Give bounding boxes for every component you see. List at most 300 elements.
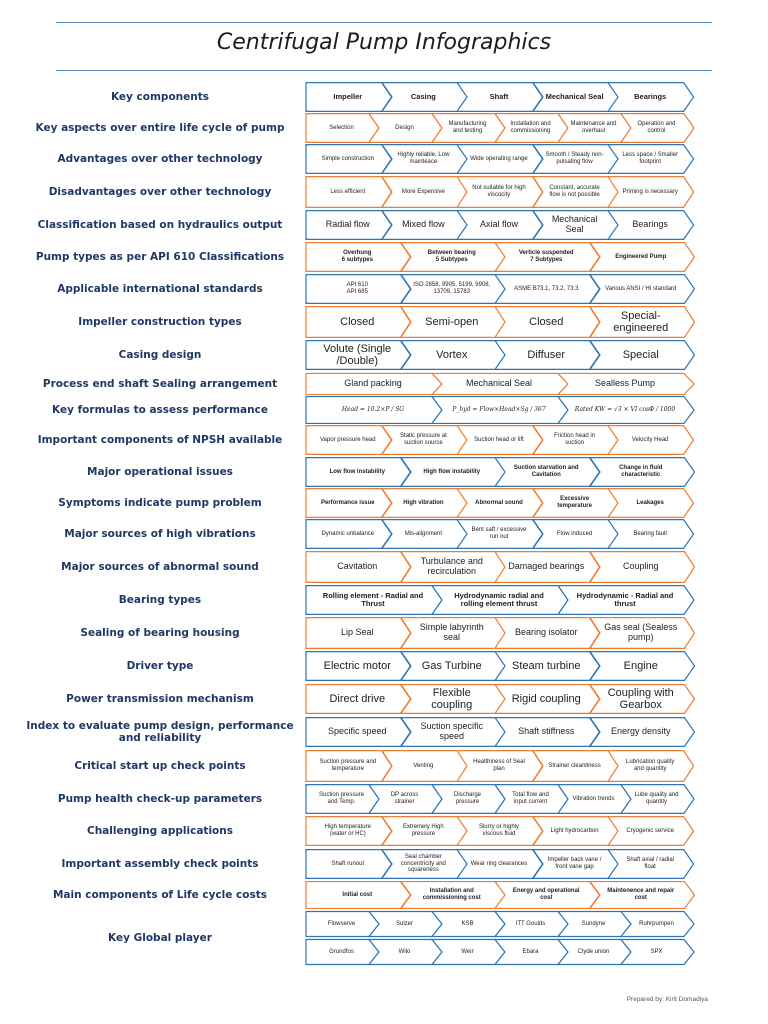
chevron-strip — [306, 242, 694, 272]
chevron-cell — [558, 585, 694, 615]
chevron-cell — [495, 242, 600, 272]
chevron-text: Shaft stiffness — [518, 726, 575, 737]
top-rule — [56, 22, 712, 23]
chevron-text: Coupling — [622, 561, 659, 572]
chevron-text: Shaft axial / radial float — [626, 857, 675, 870]
chevron-text: Less space / Smaller footprint — [622, 152, 679, 165]
chevron-cell — [590, 274, 695, 304]
chevron-text: Axial flow — [479, 219, 518, 230]
chevron-cell — [432, 396, 568, 424]
row-label: Bearing types — [118, 593, 202, 606]
chevron-text: Low flow instability — [329, 468, 385, 475]
chevron-text: Electric motor — [323, 659, 391, 672]
chevron-cell — [401, 242, 506, 272]
chevron-text: Turbulance and recirculation — [420, 556, 483, 576]
chevron-text: Flowserve — [327, 920, 356, 927]
chevron-cell — [533, 425, 619, 455]
chevron-strip — [306, 617, 694, 649]
chevron-text: Total flow and input current — [512, 792, 549, 805]
chevron-text: ASME B73.1, 73.2, 73.3 — [514, 285, 579, 292]
chevron-cell — [533, 519, 619, 549]
chevron-text: Head = 10.2×P / SG — [341, 405, 405, 413]
chevron-cell — [401, 617, 506, 649]
chevron-cell — [457, 519, 543, 549]
chevron-cell — [401, 717, 506, 747]
chevron-cell — [306, 210, 392, 240]
row-label: Critical start up check points — [74, 759, 246, 772]
row-label: Disadvantages over other technology — [48, 185, 272, 198]
chevron-strip — [306, 425, 694, 455]
chevron-cell — [382, 82, 468, 112]
chevron-cell — [382, 816, 468, 846]
chevron-strip — [306, 717, 694, 747]
chevron-text: Grundfos — [329, 948, 354, 955]
chevron-text: Bearings — [632, 219, 668, 230]
chevron-text: Highly reliable, Low mainteace — [397, 152, 450, 165]
chevron-text: Change in fluid characteristic — [619, 465, 663, 478]
chevron-text: P_hyd = Flow×Head×Sg / 367 — [452, 405, 546, 413]
chevron-text: Engine — [623, 659, 658, 672]
info-row — [0, 816, 768, 846]
chevron-cell — [590, 340, 695, 370]
chevron-cell — [457, 750, 543, 782]
row-label: Index to evaluate pump design, performance and reliability — [26, 719, 294, 744]
chevron-text: Simple construction — [321, 155, 374, 162]
chevron-cell — [306, 396, 442, 424]
info-row — [0, 617, 768, 649]
chevron-strip — [306, 881, 694, 909]
info-row — [0, 519, 768, 549]
info-row — [0, 396, 768, 424]
chevron-cell — [401, 340, 506, 370]
chevron-text: High vibration — [403, 499, 444, 506]
chevron-text: Installation and commissioning — [510, 121, 551, 134]
info-row — [0, 306, 768, 338]
chevron-text: Diffuser — [527, 348, 566, 361]
row-label: Main components of Life cycle costs — [52, 888, 268, 901]
chevron-text: Hydrodynamic radial and rolling element thrust — [454, 590, 544, 608]
chevron-text: Various ANSI / HI standard — [605, 285, 677, 292]
chevron-cell — [306, 849, 392, 879]
chevron-cell — [608, 816, 694, 846]
chevron-cell — [457, 144, 543, 174]
chevron-text: Bent saft / excessive run out — [471, 527, 527, 540]
chevron-cell — [621, 784, 694, 814]
chevron-text: Mechanical Seal — [465, 378, 533, 389]
chevron-cell — [590, 242, 695, 272]
chevron-text: SPX — [650, 948, 663, 955]
chevron-cell — [457, 849, 543, 879]
chevron-strip — [306, 651, 694, 681]
chevron-text: Engineered Pump — [615, 253, 667, 260]
chevron-text: Smooth / Steady non-pulsating flow — [545, 152, 604, 165]
chevron-text: Light hydrocarbon — [550, 827, 599, 834]
chevron-text: Suction starvation and Cavitation — [513, 465, 579, 478]
info-row — [0, 784, 768, 814]
chevron-text: Radial flow — [325, 219, 370, 230]
chevron-strip — [306, 373, 694, 395]
chevron-text: Steam turbine — [512, 659, 581, 672]
row-label: Advantages over other technology — [57, 152, 263, 165]
chevron-cell — [306, 340, 411, 370]
info-row — [0, 750, 768, 782]
chevron-cell — [401, 551, 506, 583]
chevron-cell — [495, 881, 600, 909]
chevron-text: Wilo — [398, 948, 411, 955]
chevron-text: Shaft runout — [331, 860, 365, 867]
chevron-cell — [457, 176, 543, 208]
chevron-text: Mixed flow — [402, 219, 445, 230]
chevron-text: Wear ring clearances — [470, 860, 528, 867]
chevron-text: Extremely High pressure — [403, 824, 444, 837]
row-label: Challenging applications — [86, 824, 233, 837]
chevron-text: Performance issue — [320, 499, 375, 506]
chevron-cell — [382, 210, 468, 240]
row-label: Pump health check-up parameters — [57, 792, 263, 805]
chevron-text: Maintenence and repair cost — [607, 888, 675, 901]
chevron-text: Flexible coupling — [431, 686, 473, 711]
chevron-cell — [306, 651, 411, 681]
chevron-cell — [495, 684, 600, 714]
info-row — [0, 242, 768, 272]
info-row — [0, 210, 768, 240]
chevron-cell — [306, 144, 392, 174]
row-label: Major operational issues — [87, 465, 233, 478]
row-label: Important components of NPSH available — [37, 433, 283, 446]
chevron-cell — [457, 210, 543, 240]
page-title: Centrifugal Pump Infographics — [216, 30, 552, 55]
info-row — [0, 717, 768, 747]
row-label: Applicable international standards — [57, 282, 263, 295]
chevron-cell — [495, 551, 600, 583]
chevron-cell — [306, 617, 411, 649]
chevron-strip — [306, 849, 694, 879]
chevron-cell — [533, 176, 619, 208]
chevron-cell — [306, 82, 392, 112]
row-label: Major sources of abnormal sound — [61, 560, 259, 573]
chevron-text: API 610 API 685 — [346, 282, 368, 295]
chevron-cell — [306, 306, 411, 338]
chevron-cell — [306, 176, 392, 208]
chevron-text: Flow induced — [556, 530, 593, 537]
chevron-strip — [306, 144, 694, 174]
chevron-text: ISO 2858, 9905, 5199, 9908, 13709, 15783 — [413, 282, 491, 295]
info-row — [0, 651, 768, 681]
chevron-cell — [306, 457, 411, 487]
info-row — [0, 340, 768, 370]
chevron-cell — [306, 717, 411, 747]
chevron-cell — [533, 488, 619, 518]
chevron-cell — [382, 425, 468, 455]
footer-credit: Prepared by: Kirit Domadiya — [626, 996, 708, 1003]
chevron-cell — [401, 651, 506, 681]
chevron-text: Vibration trends — [572, 795, 615, 802]
info-row — [0, 881, 768, 909]
chevron-strip — [306, 519, 694, 549]
chevron-cell — [457, 488, 543, 518]
chevron-text: Gas Turbine — [421, 659, 482, 672]
chevron-strip — [306, 939, 694, 965]
chevron-text: Lube quality and quantity — [634, 792, 679, 805]
chevron-cell — [306, 488, 392, 518]
chevron-cell — [457, 816, 543, 846]
chevron-strip — [306, 210, 694, 240]
chevron-cell — [621, 939, 694, 965]
chevron-text: Cavitation — [337, 561, 378, 572]
chevron-text: More Expensive — [401, 188, 445, 195]
chevron-text: Venting — [413, 762, 434, 769]
chevron-text: Specific speed — [327, 726, 387, 737]
chevron-text: Rolling element - Radial and Thrust — [322, 590, 424, 608]
chevron-cell — [306, 585, 442, 615]
chevron-text: Shaft — [489, 91, 509, 101]
chevron-cell — [306, 816, 392, 846]
chevron-text: Damaged bearings — [508, 561, 585, 572]
chevron-cell — [608, 519, 694, 549]
chevron-text: Volute (Single /Double) — [323, 342, 392, 367]
chevron-cell — [590, 684, 695, 714]
chevron-cell — [382, 488, 468, 518]
chevron-cell — [306, 551, 411, 583]
chevron-text: Semi-open — [425, 315, 479, 328]
row-label: Important assembly check points — [61, 857, 259, 870]
chevron-text: Excessive temperature — [557, 496, 592, 509]
chevron-text: Strainer cleanliness — [548, 762, 601, 769]
chevron-cell — [590, 617, 695, 649]
chevron-cell — [590, 717, 695, 747]
chevron-text: Bearing fault — [633, 530, 668, 537]
chevron-text: Initial cost — [342, 891, 373, 898]
chevron-cell — [533, 144, 619, 174]
chevron-cell — [495, 306, 600, 338]
chevron-cell — [621, 113, 694, 143]
chevron-cell — [306, 242, 411, 272]
chevron-text: Simple labyrinth seal — [419, 622, 484, 642]
chevron-text: Gland packing — [344, 378, 402, 389]
chevron-text: Mis-alignment — [404, 530, 443, 537]
chevron-strip — [306, 750, 694, 782]
chevron-strip — [306, 585, 694, 615]
chevron-text: Velocity Head — [631, 436, 669, 443]
chevron-text: Overhung 6 subtypes — [341, 250, 373, 263]
chevron-cell — [401, 684, 506, 714]
chevron-text: Energy and operational cost — [512, 888, 580, 901]
chevron-text: Rigid coupling — [511, 692, 581, 705]
chevron-text: Energy density — [610, 726, 671, 737]
chevron-cell — [495, 717, 600, 747]
chevron-strip — [306, 113, 694, 143]
chevron-strip — [306, 306, 694, 338]
chevron-text: Sundyne — [581, 920, 606, 927]
chevron-cell — [401, 274, 506, 304]
chevron-text: Suction head or lift — [474, 436, 524, 443]
chevron-text: Vortex — [436, 348, 468, 361]
row-label: Symptoms indicate pump problem — [58, 496, 262, 509]
chevron-strip — [306, 274, 694, 304]
title-rule — [56, 70, 712, 71]
chevron-cell — [590, 551, 695, 583]
row-label: Process end shaft Sealing arrangement — [42, 377, 278, 390]
row-label: Pump types as per API 610 Classifications — [35, 250, 285, 263]
chevron-text: Not suitable for high viscocity — [472, 185, 526, 198]
chevron-text: Gas seal (Sealess pump) — [604, 622, 678, 642]
row-label: Key aspects over entire life cycle of pump — [35, 121, 285, 134]
chevron-text: Static pressure at suction source — [400, 433, 447, 446]
info-row — [0, 585, 768, 615]
chevron-cell — [432, 585, 568, 615]
row-label: Major sources of high vibrations — [64, 527, 256, 540]
chevron-cell — [401, 306, 506, 338]
chevron-cell — [533, 750, 619, 782]
chevron-text: Weir — [461, 948, 474, 955]
chevron-text: Lubrication quality and quantity — [625, 759, 675, 772]
info-row — [0, 82, 768, 112]
chevron-cell — [608, 849, 694, 879]
chevron-cell — [457, 425, 543, 455]
chevron-cell — [306, 519, 392, 549]
chevron-cell — [590, 457, 695, 487]
chevron-cell — [382, 519, 468, 549]
chevron-text: Direct drive — [329, 692, 386, 705]
chevron-cell — [608, 176, 694, 208]
chevron-text: Coupling with Gearbox — [607, 686, 674, 711]
row-label: Sealing of bearing housing — [80, 626, 240, 639]
chevron-text: Suction pressure and Temp. — [318, 792, 365, 805]
chevron-text: Between bearing 5 Subtypes — [427, 250, 476, 263]
chevron-text: KSB — [461, 920, 474, 927]
chevron-cell — [533, 82, 619, 112]
chevron-cell — [401, 457, 506, 487]
chevron-text: Healthiness of Seal plan — [473, 759, 525, 772]
chevron-text: Casing — [410, 91, 436, 101]
chevron-cell — [608, 750, 694, 782]
chevron-text: Operation and control — [637, 121, 676, 134]
chevron-text: Constant, accurate flow is not possible — [549, 185, 600, 198]
info-row — [0, 176, 768, 208]
chevron-text: Seal chamber concentricity and squareness — [400, 854, 446, 874]
chevron-cell — [306, 274, 411, 304]
chevron-text: Special — [622, 348, 659, 361]
chevron-cell — [608, 488, 694, 518]
chevron-text: High flow instability — [423, 468, 481, 475]
chevron-cell — [590, 651, 695, 681]
chevron-text: Abnormal sound — [475, 499, 523, 506]
chevron-text: Selection — [329, 124, 354, 131]
row-label-key-global-player: Key Global player — [108, 931, 212, 944]
chevron-cell — [495, 457, 600, 487]
chevron-cell — [608, 210, 694, 240]
chevron-cell — [432, 373, 568, 395]
chevron-strip — [306, 816, 694, 846]
chevron-cell — [608, 82, 694, 112]
chevron-text: Less efficient — [330, 188, 366, 195]
chevron-text: Wide operating range — [470, 155, 528, 162]
chevron-text: ITT Goulds — [515, 920, 546, 927]
chevron-strip — [306, 82, 694, 112]
chevron-cell — [457, 82, 543, 112]
chevron-strip — [306, 340, 694, 370]
chevron-text: Friction head in suction — [554, 433, 596, 446]
info-row — [0, 144, 768, 174]
chevron-cell — [382, 849, 468, 879]
chevron-text: Special-engineered — [613, 309, 669, 334]
chevron-strip — [306, 396, 694, 424]
chevron-text: Design — [395, 124, 414, 131]
row-label: Power transmission mechanism — [66, 692, 254, 705]
row-label: Impeller construction types — [78, 315, 242, 328]
row-label: Key formulas to assess performance — [52, 403, 268, 416]
chevron-text: Verticle suspended 7 Subtypes — [518, 250, 574, 263]
chevron-text: Slurry or highly viscous fluid — [478, 824, 519, 837]
chevron-cell — [558, 373, 694, 395]
chevron-cell — [608, 425, 694, 455]
chevron-cell — [382, 144, 468, 174]
chevron-cell — [382, 750, 468, 782]
chevron-cell — [306, 373, 442, 395]
info-row — [0, 849, 768, 879]
chevron-text: DP across strainer — [390, 792, 419, 805]
info-row — [0, 551, 768, 583]
chevron-text: Mechanical Seal — [545, 91, 604, 101]
chevron-text: Closed — [529, 315, 564, 328]
chevron-text: Bearings — [634, 91, 667, 101]
chevron-cell — [382, 176, 468, 208]
chevron-strip — [306, 176, 694, 208]
chevron-text: High temperature (water or HC) — [324, 824, 371, 837]
chevron-cell — [533, 816, 619, 846]
chevron-cell — [401, 881, 506, 909]
chevron-text: Manufacturing and testing — [448, 121, 487, 134]
chevron-text: Sealless Pump — [594, 378, 656, 389]
chevron-text: Ruhrpumpen — [639, 920, 674, 927]
chevron-strip — [306, 551, 694, 583]
chevron-cell — [495, 340, 600, 370]
chevron-cell — [495, 274, 600, 304]
chevron-text: Priming is necessary — [622, 188, 678, 195]
chevron-cell — [621, 911, 694, 937]
chevron-cell — [608, 144, 694, 174]
chevron-text: Clyde union — [577, 948, 610, 955]
chevron-text: Installation and commissioning cost — [422, 888, 481, 901]
chevron-text: Dynamic unbalance — [321, 530, 375, 537]
chevron-text: Mechanical Seal — [551, 214, 598, 234]
chevron-text: Hydrodynamic - Radial and thrust — [576, 590, 674, 608]
chevron-strip — [306, 684, 694, 714]
chevron-text: Bearing isolator — [514, 627, 578, 638]
chevron-cell — [495, 651, 600, 681]
chevron-cell — [533, 849, 619, 879]
row-label: Driver type — [126, 659, 194, 672]
chevron-text: Maintenance and overhaul — [570, 121, 617, 134]
chevron-text: Suction pressure and temperature — [319, 759, 377, 772]
chevron-cell — [306, 684, 411, 714]
info-row — [0, 113, 768, 143]
chevron-cell — [306, 750, 392, 782]
chevron-cell — [590, 306, 695, 338]
chevron-cell — [306, 881, 411, 909]
chevron-cell — [533, 210, 619, 240]
row-label: Key components — [110, 90, 210, 103]
chevron-text: Leakages — [636, 499, 664, 506]
chevron-text: Ebara — [522, 948, 539, 955]
chevron-cell — [306, 425, 392, 455]
chevron-strip — [306, 784, 694, 814]
chevron-cell — [558, 396, 694, 424]
chevron-text: Closed — [340, 315, 375, 328]
info-row — [0, 274, 768, 304]
row-label: Casing design — [118, 348, 202, 361]
chevron-text: Rated KW = √3 × VI cosΦ / 1000 — [574, 405, 676, 413]
